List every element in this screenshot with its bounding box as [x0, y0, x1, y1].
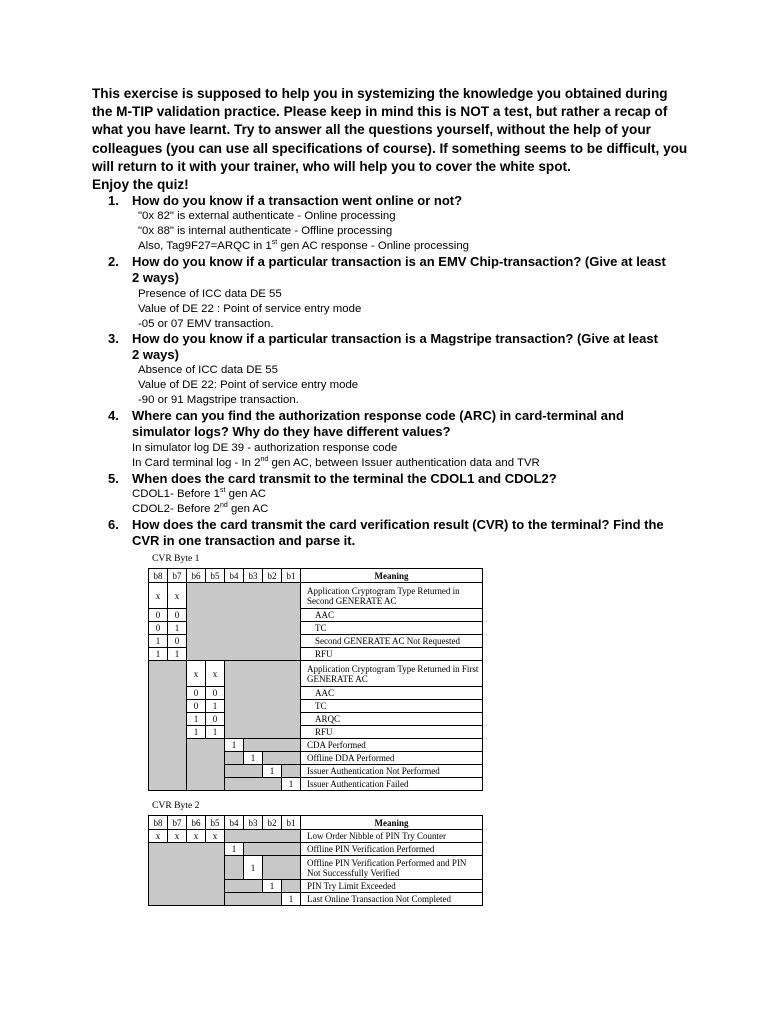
answer-line: -05 or 07 EMV transaction.: [138, 318, 274, 330]
table-row: 1 0 ARQC: [149, 713, 483, 726]
intro-paragraph: [92, 85, 692, 194]
meaning-header: Meaning: [301, 816, 483, 830]
answer-5: [132, 487, 268, 517]
cvr-byte-2-caption: CVR Byte 2: [152, 800, 200, 811]
question-6: [108, 517, 668, 549]
table-header-row: [149, 569, 483, 583]
question-2: [108, 254, 668, 286]
answer-line: Absence of ICC data DE 55: [138, 364, 278, 376]
table-header-row: [149, 816, 483, 830]
intro-line: the M-TIP validation practice. Please keep in mind this is NOT a test, but rather a recap of: [92, 104, 668, 120]
intro-line: will return to it with your trainer, who will help you to cover the white spot.: [92, 158, 571, 174]
table-row: 1 1 RFU: [149, 648, 483, 661]
bit-header: b3: [244, 816, 263, 830]
answer-line: -90 or 91 Magstripe transaction.: [138, 394, 299, 406]
bit-header: b7: [168, 816, 187, 830]
table-row: 1 PIN Try Limit Exceeded: [149, 880, 483, 893]
table-row: x x Application Cryptogram Type Returned in First GENERATE AC: [149, 661, 483, 687]
question-number: 5.: [108, 471, 119, 486]
table-row: x x Application Cryptogram Type Returned in Second GENERATE AC: [149, 583, 483, 609]
answer-1: [138, 209, 469, 254]
bit-header: b5: [206, 816, 225, 830]
answer-line: Also, Tag9F27=ARQC in 1st gen AC response - Online processing: [138, 239, 470, 252]
table-row: 1 CDA Performed: [149, 739, 483, 752]
intro-line: This exercise is supposed to help you in systemizing the knowledge you obtained during: [92, 86, 668, 101]
table-row: 1 Offline DDA Performed: [149, 752, 483, 765]
question-number: 4.: [108, 408, 119, 423]
question-number: 2.: [108, 254, 119, 269]
bit-header: b2: [263, 816, 282, 830]
question-number: 6.: [108, 517, 119, 532]
answer-line: In simulator log DE 39 - authorization response code: [132, 442, 398, 454]
table-row: 0 0 AAC: [149, 609, 483, 622]
table-row: 1 Issuer Authentication Failed: [149, 778, 483, 791]
table-row: 1 Last Online Transaction Not Completed: [149, 893, 483, 906]
question-4: [108, 408, 668, 440]
bit-header: b7: [168, 569, 187, 583]
cvr-byte-2-table: [148, 815, 483, 906]
meaning-header: Meaning: [301, 569, 483, 583]
table-row: 1 0 Second GENERATE AC Not Requested: [149, 635, 483, 648]
bit-header: b5: [206, 569, 225, 583]
question-text: When does the card transmit to the terminal the CDOL1 and CDOL2?: [132, 471, 557, 486]
table-row: 1 Offline PIN Verification Performed and PIN Not Successfully Verified: [149, 856, 483, 880]
bit-header: b1: [282, 816, 301, 830]
answer-line: CDOL2- Before 2nd gen AC: [132, 502, 269, 515]
answer-line: Value of DE 22: Point of service entry mode: [138, 379, 359, 391]
bit-header: b4: [225, 816, 244, 830]
cvr-byte-1-caption: CVR Byte 1: [152, 553, 200, 564]
answer-2: [138, 287, 361, 332]
table-row: 0 1 TC: [149, 622, 483, 635]
answer-line: Value of DE 22 : Point of service entry mode: [138, 303, 362, 315]
intro-line: what you have learnt. Try to answer all the questions yourself, without the help of your: [92, 122, 651, 138]
answer-line: CDOL1- Before 1st gen AC: [132, 487, 266, 500]
question-5: [108, 471, 668, 487]
question-number: 3.: [108, 331, 119, 346]
bit-header: b2: [263, 569, 282, 583]
bit-header: b6: [187, 569, 206, 583]
intro-line: colleagues (you can use all specifications of course). If something seems to be difficult, you: [92, 140, 688, 156]
answer-line: Presence of ICC data DE 55: [138, 288, 282, 300]
question-text: How does the card transmit the card verification result (CVR) to the terminal? Find the CVR in one transaction and parse it.: [132, 517, 664, 548]
table-row: 1 1 RFU: [149, 726, 483, 739]
question-text: How do you know if a transaction went online or not?: [132, 193, 463, 208]
table-row: 1 Issuer Authentication Not Performed: [149, 765, 483, 778]
bit-header: b3: [244, 569, 263, 583]
question-1: [108, 193, 668, 209]
bit-header: b8: [149, 816, 168, 830]
question-3: [108, 331, 668, 363]
answer-4: [132, 441, 540, 471]
answer-3: [138, 363, 358, 408]
question-text: Where can you find the authorization response code (ARC) in card-terminal and simulator logs? Why do they have different values?: [132, 408, 624, 439]
question-text: How do you know if a particular transaction is a Magstripe transaction? (Give at least 2 ways): [132, 331, 658, 362]
cvr-byte-1-table: [148, 568, 483, 791]
bit-header: b6: [187, 816, 206, 830]
answer-line: In Card terminal log - In 2nd gen AC, between Issuer authentication data and TVR: [132, 456, 540, 469]
answer-line: "0x 88" is internal authenticate - Offline processing: [138, 225, 393, 237]
question-text: How do you know if a particular transaction is an EMV Chip-transaction? (Give at least 2 ways): [132, 254, 666, 285]
intro-line: Enjoy the quiz!: [92, 177, 189, 193]
table-row: 0 0 AAC: [149, 687, 483, 700]
table-row: 1 Offline PIN Verification Performed: [149, 843, 483, 856]
bit-header: b1: [282, 569, 301, 583]
answer-line: "0x 82" is external authenticate - Online processing: [138, 210, 396, 222]
table-row: 0 1 TC: [149, 700, 483, 713]
question-number: 1.: [108, 193, 119, 208]
table-row: x x x x Low Order Nibble of PIN Try Counter: [149, 830, 483, 843]
bit-header: b8: [149, 569, 168, 583]
bit-header: b4: [225, 569, 244, 583]
